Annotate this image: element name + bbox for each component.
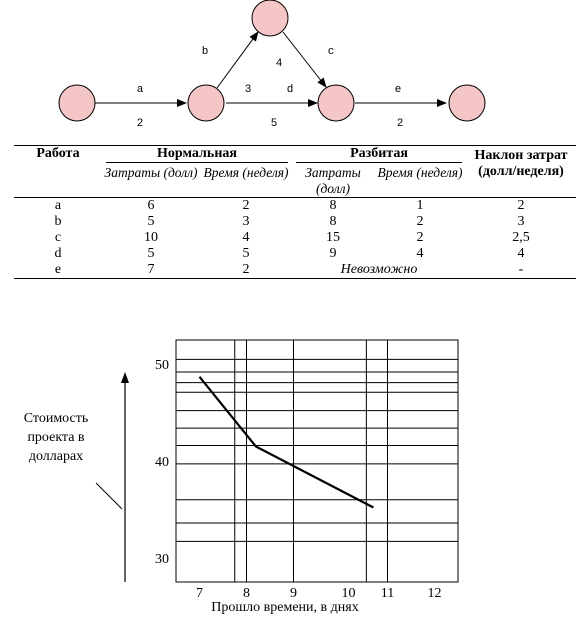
table-row bbox=[14, 214, 576, 230]
cell-slope: 3 bbox=[517, 214, 525, 229]
header-work: Работа bbox=[14, 146, 102, 198]
table-row bbox=[14, 246, 576, 262]
cell-crash-cost: 9 bbox=[329, 246, 337, 261]
y-axis-arrowhead bbox=[121, 372, 129, 383]
header-crash bbox=[292, 146, 466, 164]
cell-work: a bbox=[14, 198, 102, 215]
sub-crash-time: Время (неделя) bbox=[377, 165, 463, 180]
x-tick-label: 10 bbox=[341, 586, 356, 600]
cell-normal-cost: 10 bbox=[144, 230, 158, 245]
arrow-b-name: b bbox=[201, 46, 209, 58]
cell-normal-cost: 5 bbox=[147, 246, 155, 261]
cell-crash-time: 1 bbox=[374, 198, 466, 215]
cell-normal-cost: 5 bbox=[147, 214, 155, 229]
cell-crash-time: 4 bbox=[416, 246, 424, 261]
cell-slope: 2 bbox=[466, 198, 576, 215]
cell-slope: 2,5 bbox=[512, 230, 530, 245]
arrow-b-duration: 3 bbox=[244, 84, 252, 96]
cell-work: d bbox=[54, 246, 62, 261]
cell-normal-cost: 7 bbox=[102, 262, 200, 279]
cell-crash-impossible: Невозможно bbox=[292, 262, 466, 279]
node-2 bbox=[188, 85, 224, 121]
node-5 bbox=[449, 85, 485, 121]
arrow-c bbox=[283, 32, 326, 87]
arrow-d-duration: 5 bbox=[270, 118, 278, 130]
cell-normal-time: 3 bbox=[242, 214, 250, 229]
cost-line bbox=[200, 377, 374, 508]
cost-table bbox=[14, 145, 576, 279]
cell-crash-time: 2 bbox=[416, 230, 424, 245]
y-tick-label: 30 bbox=[155, 551, 169, 567]
y-axis-label: Стоимость проекта в долларах bbox=[23, 411, 89, 464]
cell-normal-cost: 6 bbox=[102, 198, 200, 215]
arrow-c-duration: 4 bbox=[275, 58, 283, 70]
plot-frame bbox=[176, 340, 458, 582]
cell-normal-time: 2 bbox=[200, 262, 292, 279]
y-tick-label: 50 bbox=[155, 358, 169, 374]
cell-crash-cost: 8 bbox=[329, 214, 337, 229]
arrow-a-duration: 2 bbox=[136, 118, 144, 130]
cell-crash-time: 2 bbox=[416, 214, 424, 229]
sub-normal-cost: Затраты (долл) bbox=[104, 165, 198, 180]
x-axis-label: Прошло времени, в днях bbox=[211, 600, 359, 615]
cell-crash-cost: 8 bbox=[292, 198, 374, 215]
cell-slope: 4 bbox=[517, 246, 525, 261]
x-tick-label: 8 bbox=[243, 586, 250, 600]
node-1 bbox=[59, 85, 95, 121]
table-row bbox=[14, 230, 576, 246]
arrow-c-name: c bbox=[327, 46, 335, 58]
node-4 bbox=[318, 85, 354, 121]
table-row bbox=[14, 198, 576, 215]
cell-normal-time: 5 bbox=[242, 246, 250, 261]
network-diagram bbox=[0, 0, 577, 140]
x-tick-label: 12 bbox=[427, 586, 442, 600]
table-row bbox=[14, 262, 576, 279]
sub-crash-cost: Затраты (долл) bbox=[305, 165, 361, 196]
x-tick-label: 7 bbox=[196, 586, 203, 600]
cell-normal-time: 2 bbox=[200, 198, 292, 215]
arrow-d-name: d bbox=[286, 84, 294, 96]
sub-normal-time: Время (неделя) bbox=[203, 165, 289, 180]
cell-work: b bbox=[54, 214, 62, 229]
cell-normal-time: 4 bbox=[242, 230, 250, 245]
arrow-a-name: a bbox=[136, 84, 144, 96]
node-3 bbox=[252, 0, 288, 36]
arrow-b bbox=[217, 32, 258, 88]
header-normal bbox=[102, 146, 292, 164]
x-tick-label: 11 bbox=[380, 586, 395, 600]
arrow-e-duration: 2 bbox=[396, 118, 404, 130]
cell-work: c bbox=[54, 230, 62, 245]
header-slope: Наклон затрат (долл/неделя) bbox=[466, 146, 576, 198]
label-pointer bbox=[96, 483, 122, 509]
x-tick-label: 9 bbox=[290, 586, 297, 600]
cell-crash-cost: 15 bbox=[326, 230, 340, 245]
header-crash-label: Разбитая bbox=[296, 146, 462, 163]
y-tick-label: 40 bbox=[155, 455, 169, 470]
cell-slope: - bbox=[466, 262, 576, 279]
header-normal-label: Нормальная bbox=[106, 146, 288, 163]
cell-work: e bbox=[14, 262, 102, 279]
arrow-e-name: e bbox=[394, 84, 402, 96]
